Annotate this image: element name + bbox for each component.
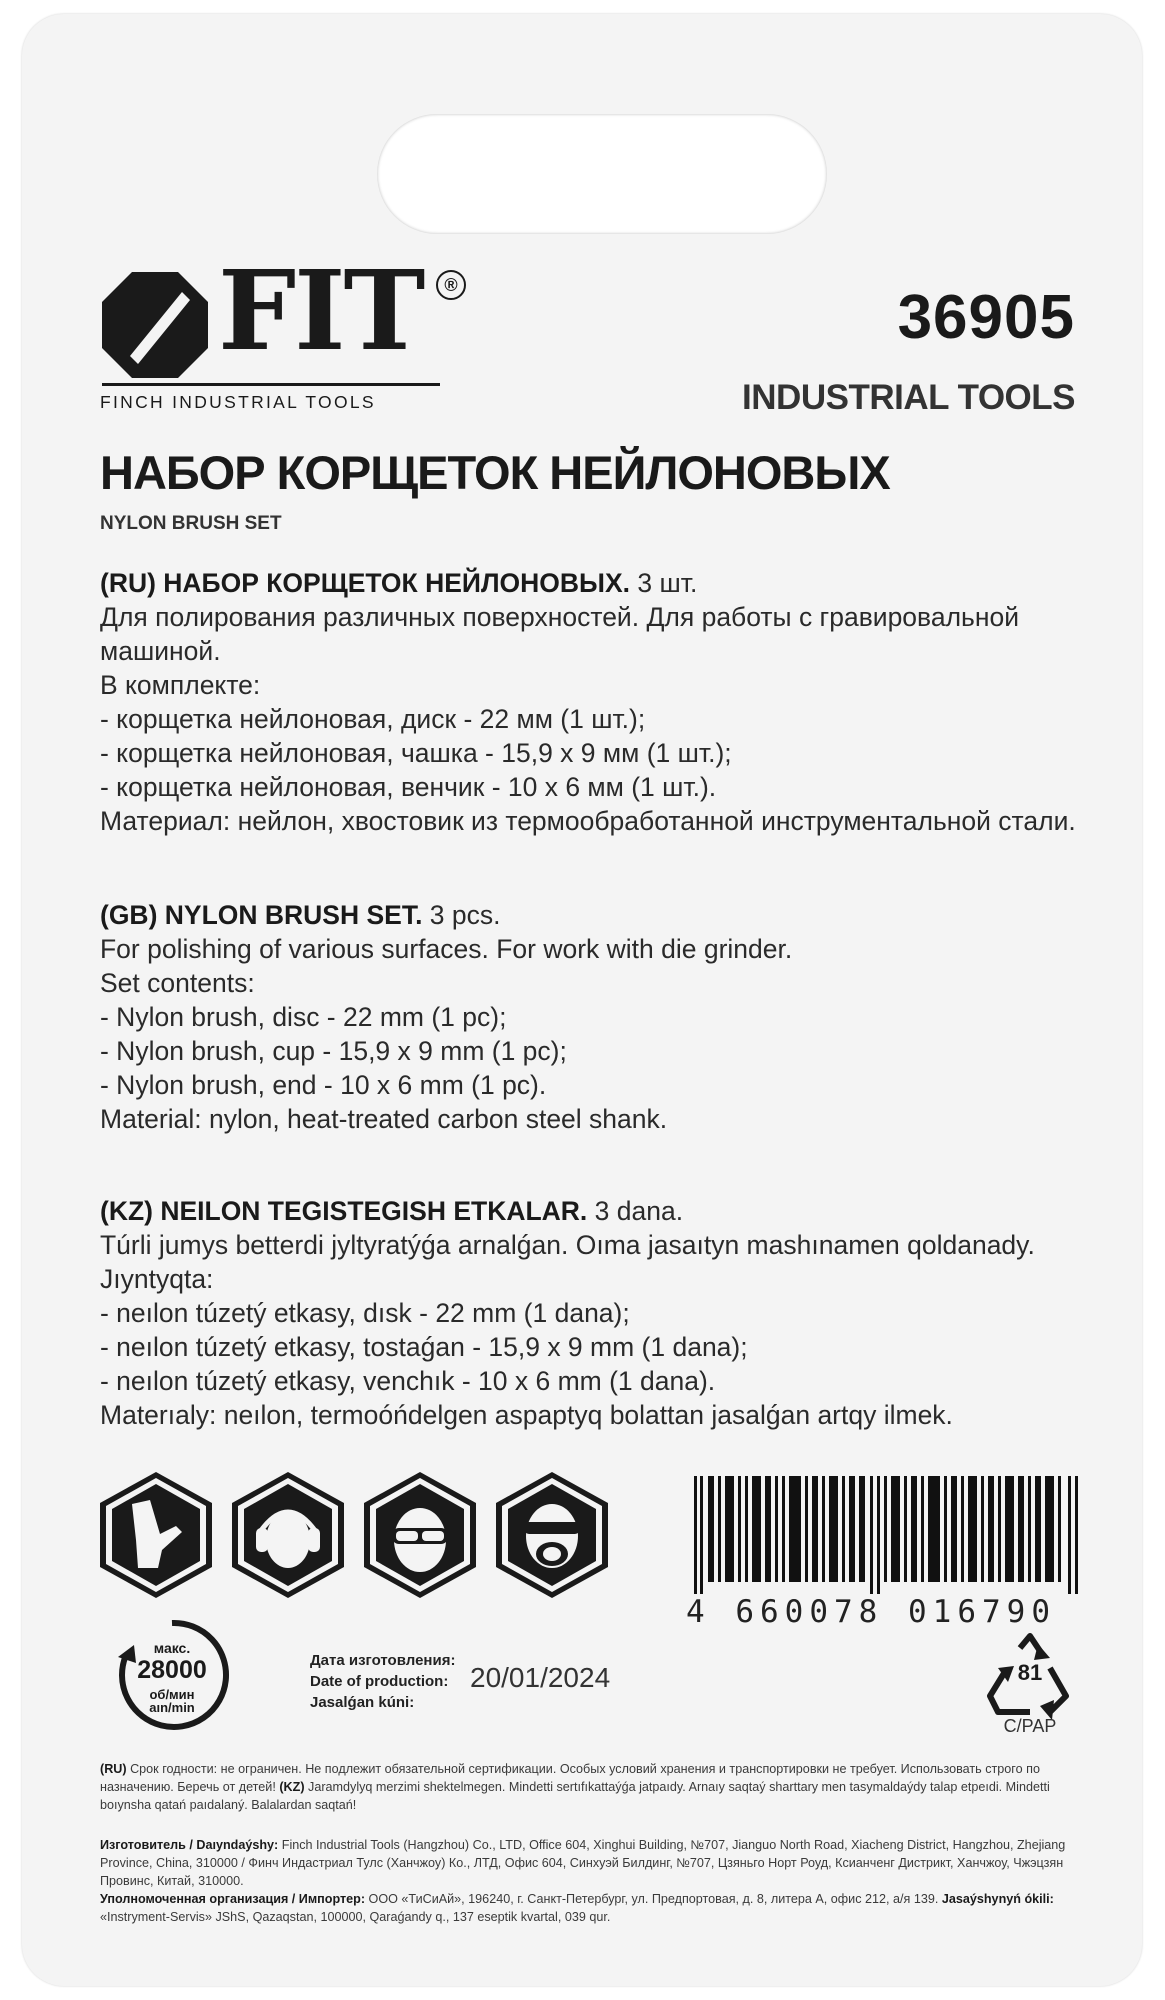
- ru-line: - корщетка нейлоновая, диск - 22 мм (1 шт.);: [100, 704, 646, 734]
- production-date-labels: [310, 1650, 455, 1713]
- gb-line: - Nylon brush, cup - 15,9 x 9 mm (1 pc);: [100, 1036, 567, 1066]
- recycle-label: C/PAP: [1003, 1716, 1057, 1736]
- speed-unit-ru: об/мин: [149, 1687, 195, 1702]
- ru-line: Для полирования различных поверхностей. Для работы с гравировальной машиной.: [100, 602, 1020, 666]
- storage-kz-tag: (KZ): [279, 1780, 305, 1794]
- kz-rep-text: «Instryment-Servis» JShS, Qazaqstan, 100000, Qaraǵandy q., 137 eseptik kvartal, 039 qur.: [100, 1910, 611, 1924]
- kz-qty: 3 dana.: [587, 1196, 684, 1226]
- speed-max-label: макс.: [153, 1640, 191, 1656]
- gb-description: [100, 898, 1090, 1136]
- ear-protection-icon: [230, 1470, 346, 1600]
- storage-ru-tag: (RU): [100, 1762, 127, 1776]
- ru-line: Материал: нейлон, хвостовик из термообработанной инструментальной стали.: [100, 806, 1076, 836]
- gloves-icon: [98, 1470, 214, 1600]
- kz-heading: (KZ) NEILON TEGISTEGISH ETKALAR.: [100, 1196, 588, 1226]
- ru-qty: 3 шт.: [630, 568, 698, 598]
- gb-line: Set contents:: [100, 968, 255, 998]
- importer-text: ООО «ТиСиАй», 196240, г. Санкт-Петербург, ул. Предпортовая, д. 8, литера А, офис 212, а/я 139.: [365, 1892, 942, 1906]
- product-subtitle: NYLON BRUSH SET: [100, 513, 282, 534]
- manufacturer-info: [100, 1836, 1080, 1926]
- category-label: INDUSTRIAL TOOLS: [742, 378, 1075, 417]
- gb-heading: (GB) NYLON BRUSH SET.: [100, 900, 423, 930]
- kz-description: [100, 1194, 1090, 1432]
- recycle-code: 81: [1017, 1660, 1043, 1685]
- maker-text: Finch Industrial Tools (Hangzhou) Co., LTD, Office 604, Xinghui Building, №707, Jianguo North Road, Xiacheng District, Hangzhou, Zhejiang Province, China, 310000 / Финч Индастриал Тулс (Ханчжоу) Ко., ЛТД, Офис 604, Синхуэй Билдинг, №707, Цзяньго Норт Роуд, Ксианченг Дистрикт, Ханчжоу, Чжэцзян Провинс, Китай, 310000.: [100, 1838, 1066, 1888]
- registered-mark: ®: [436, 270, 466, 300]
- respirator-icon: [494, 1470, 610, 1600]
- production-label-ru: Дата изготовления:: [310, 1652, 456, 1669]
- gb-line: - Nylon brush, disc - 22 mm (1 pc);: [100, 1002, 507, 1032]
- article-number: 36905: [897, 283, 1075, 352]
- ru-line: В комплекте:: [100, 670, 261, 700]
- kz-line: Túrli jumys betterdi jyltyratýǵa arnalǵan. Oıma jasaıtyn mashınamen qoldanady.: [100, 1230, 1035, 1260]
- barcode-icon: [694, 1476, 1079, 1594]
- kz-line: Materıaly: neılon, termoóńdelgen aspaptyq bolattan jasalǵan artqy ilmek.: [100, 1400, 953, 1430]
- storage-notice: [100, 1760, 1080, 1814]
- production-date: 20/01/2024: [470, 1662, 611, 1693]
- speed-unit: [132, 1688, 212, 1714]
- ru-line: - корщетка нейлоновая, венчик - 10 х 6 мм (1 шт.).: [100, 772, 717, 802]
- storage-kz-text: Jaramdylyq merzimi shektelmegen. Mindetti sertıfıkattaýǵa jatpaıdy. Arnaıy saqtaý sharttary men tasymaldaýdy talap etpeıdi. Mindetti boıynsha qatań paıdalaný. Balalardan saqtań!: [100, 1780, 1050, 1812]
- goggles-icon: [362, 1470, 478, 1600]
- hang-hole: [377, 114, 827, 234]
- barcode-group-1: 660078: [735, 1594, 884, 1630]
- logo-underline: [102, 383, 440, 386]
- ru-heading: (RU) НАБОР КОРЩЕТОК НЕЙЛОНОВЫХ.: [100, 568, 631, 598]
- product-title: НАБОР КОРЩЕТОК НЕЙЛОНОВЫХ: [100, 446, 890, 499]
- barcode-number: [686, 1594, 1056, 1630]
- speed-value: 28000: [137, 1656, 207, 1684]
- importer-label: Уполномоченная организация / Импортер:: [100, 1892, 366, 1906]
- gb-line: Material: nylon, heat-treated carbon steel shank.: [100, 1104, 668, 1134]
- kz-line: Jıyntyqta:: [100, 1264, 214, 1294]
- kz-line: - neılon túzetý etkasy, tostaǵan - 15,9 x 9 mm (1 dana);: [100, 1332, 748, 1362]
- logo-tagline: FINCH INDUSTRIAL TOOLS: [100, 392, 376, 412]
- logo-wordmark: FIT: [218, 246, 424, 375]
- fit-logo-icon: [100, 270, 210, 380]
- gb-qty: 3 pcs.: [422, 900, 501, 930]
- safety-icons: [98, 1470, 610, 1600]
- production-label-kz: Jasalǵan kúni:: [310, 1694, 415, 1711]
- barcode-first-digit: 4: [686, 1594, 711, 1630]
- gb-line: For polishing of various surfaces. For work with die grinder.: [100, 934, 793, 964]
- kz-rep-label: Jasaýshynyń ókili:: [941, 1892, 1054, 1906]
- production-label-en: Date of production:: [310, 1673, 449, 1690]
- barcode-group-2: 016790: [908, 1594, 1056, 1630]
- ru-line: - корщетка нейлоновая, чашка - 15,9 х 9 мм (1 шт.);: [100, 738, 732, 768]
- maker-label: Изготовитель / Daıyndaýshy:: [100, 1838, 279, 1852]
- gb-line: - Nylon brush, end - 10 x 6 mm (1 pc).: [100, 1070, 547, 1100]
- kz-line: - neılon túzetý etkasy, venchık - 10 x 6 mm (1 dana).: [100, 1366, 716, 1396]
- storage-ru-text: Срок годности: не ограничен. Не подлежит обязательной сертификации. Особых условий хранения и транспортировки не требует. Использовать строго по назначению. Беречь от детей!: [100, 1762, 1040, 1794]
- ru-description: [100, 566, 1090, 838]
- kz-line: - neılon túzetý etkasy, dısk - 22 mm (1 dana);: [100, 1298, 630, 1328]
- speed-unit-kz: aın/min: [149, 1700, 195, 1715]
